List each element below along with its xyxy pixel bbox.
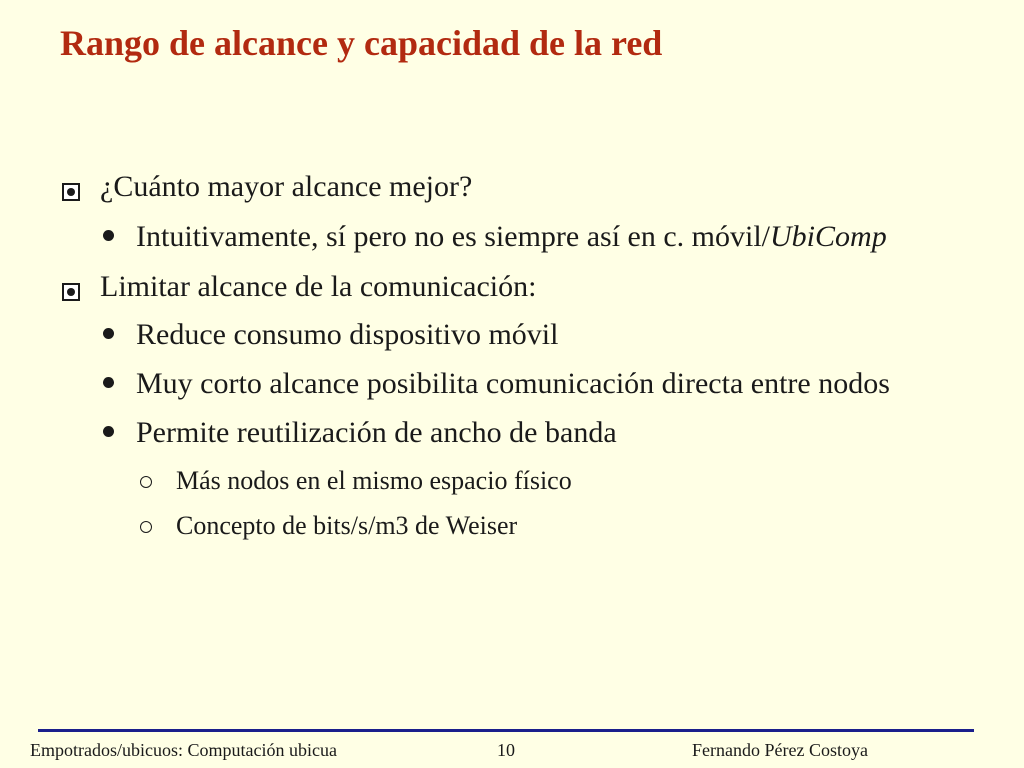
ubicomp-emphasis: UbiComp (770, 220, 887, 253)
sub-bullet-text: Intuitivamente, sí pero no es siempre así en c. móvil/ (136, 220, 771, 253)
footer-divider (38, 729, 974, 732)
circle-bullet-icon (140, 476, 152, 488)
round-bullet-icon (103, 230, 114, 241)
sub-sub-bullet-item: Más nodos en el mismo espacio físico (176, 466, 572, 495)
sub-bullet-item: Permite reutilización de ancho de banda (136, 416, 617, 449)
round-bullet-icon (103, 377, 114, 388)
square-bullet-icon (62, 283, 80, 301)
footer-page-number: 10 (497, 740, 515, 760)
circle-bullet-icon (140, 521, 152, 533)
sub-bullet-item (136, 220, 887, 254)
sub-bullet-item: Reduce consumo dispositivo móvil (136, 318, 559, 351)
slide-title: Rango de alcance y capacidad de la red (60, 23, 663, 63)
bullet-item: Limitar alcance de la comunicación: (100, 270, 537, 303)
round-bullet-icon (103, 426, 114, 437)
round-bullet-icon (103, 328, 114, 339)
sub-bullet-item: Muy corto alcance posibilita comunicación directa entre nodos (136, 367, 890, 400)
bullet-item: ¿Cuánto mayor alcance mejor? (100, 170, 473, 203)
footer-course: Empotrados/ubicuos: Computación ubicua (30, 740, 337, 760)
square-bullet-icon (62, 183, 80, 201)
footer-author: Fernando Pérez Costoya (692, 740, 868, 760)
sub-sub-bullet-item: Concepto de bits/s/m3 de Weiser (176, 511, 518, 540)
